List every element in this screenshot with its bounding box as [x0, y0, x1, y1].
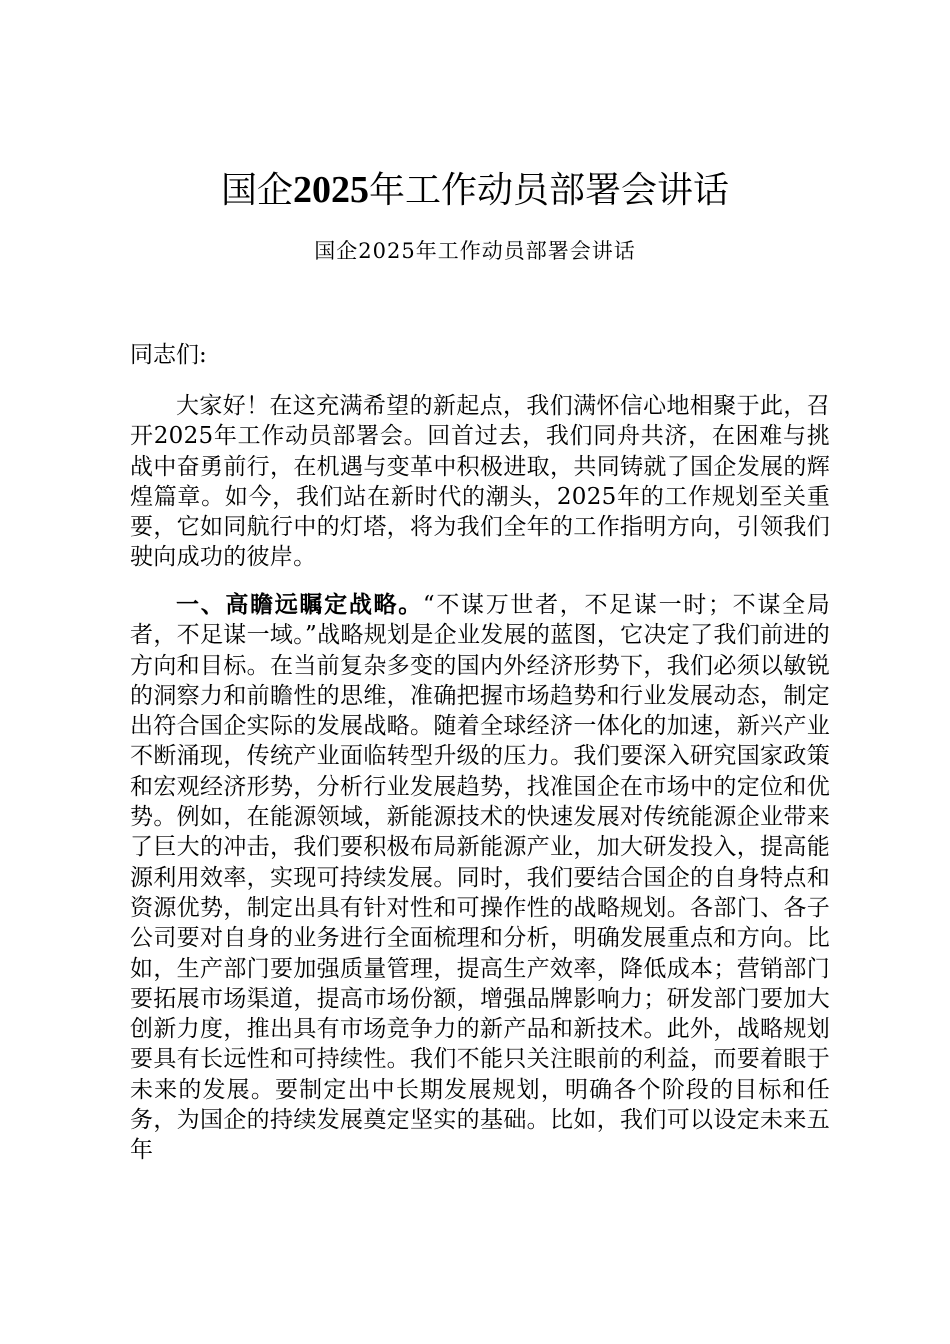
title-prefix: 国企	[220, 170, 293, 211]
section-1-heading: 一、高瞻远瞩定战略。	[176, 591, 423, 618]
document-title	[0, 168, 950, 213]
title-year: 2025	[293, 169, 369, 211]
salutation: 同志们:	[130, 342, 207, 368]
document-subtitle: 国企2025年工作动员部署会讲话	[314, 239, 636, 263]
section-1-paragraph	[130, 590, 830, 1166]
opening-paragraph: 大家好！在这充满希望的新起点，我们满怀信心地相聚于此，召开2025年工作动员部署会。回首过去，我们同舟共济，在困难与挑战中奋勇前行，在机遇与变革中积极进取，共同铸就了国企发展的辉煌篇章。如今，我们站在新时代的潮头，2025年的工作规划至关重要，它如同航行中的灯塔，将为我们全年的工作指明方向，引领我们驶向成功的彼岸。	[130, 393, 830, 571]
section-1-body: “不谋万世者，不足谋一时；不谋全局者，不足谋一域。”战略规划是企业发展的蓝图，它决定了我们前进的方向和目标。在当前复杂多变的国内外经济形势下，我们必须以敏锐的洞察力和前瞻性的思维，准确把握市场趋势和行业发展动态，制定出符合国企实际的发展战略。随着全球经济一体化的加速，新兴产业不断涌现，传统产业面临转型升级的压力。我们要深入研究国家政策和宏观经济形势，分析行业发展趋势，找准国企在市场中的定位和优势。例如，在能源领域，新能源技术的快速发展对传统能源企业带来了巨大的冲击，我们要积极布局新能源产业，加大研发投入，提高能源利用效率，实现可持续发展。同时，我们要结合国企的自身特点和资源优势，制定出具有针对性和可操作性的战略规划。各部门、各子公司要对自身的业务进行全面梳理和分析，明确发展重点和方向。比如，生产部门要加强质量管理，提高生产效率，降低成本；营销部门要拓展市场渠道，提高市场份额，增强品牌影响力；研发部门要加大创新力度，推出具有市场竞争力的新产品和新技术。此外，战略规划要具有长远性和可持续性。我们不能只关注眼前的利益，而要着眼于未来的发展。要制定出中长期发展规划，明确各个阶段的目标和任务，为国企的持续发展奠定坚实的基础。比如，我们可以设定未来五年	[130, 592, 831, 1164]
title-suffix: 年工作动员部署会讲话	[369, 170, 730, 211]
